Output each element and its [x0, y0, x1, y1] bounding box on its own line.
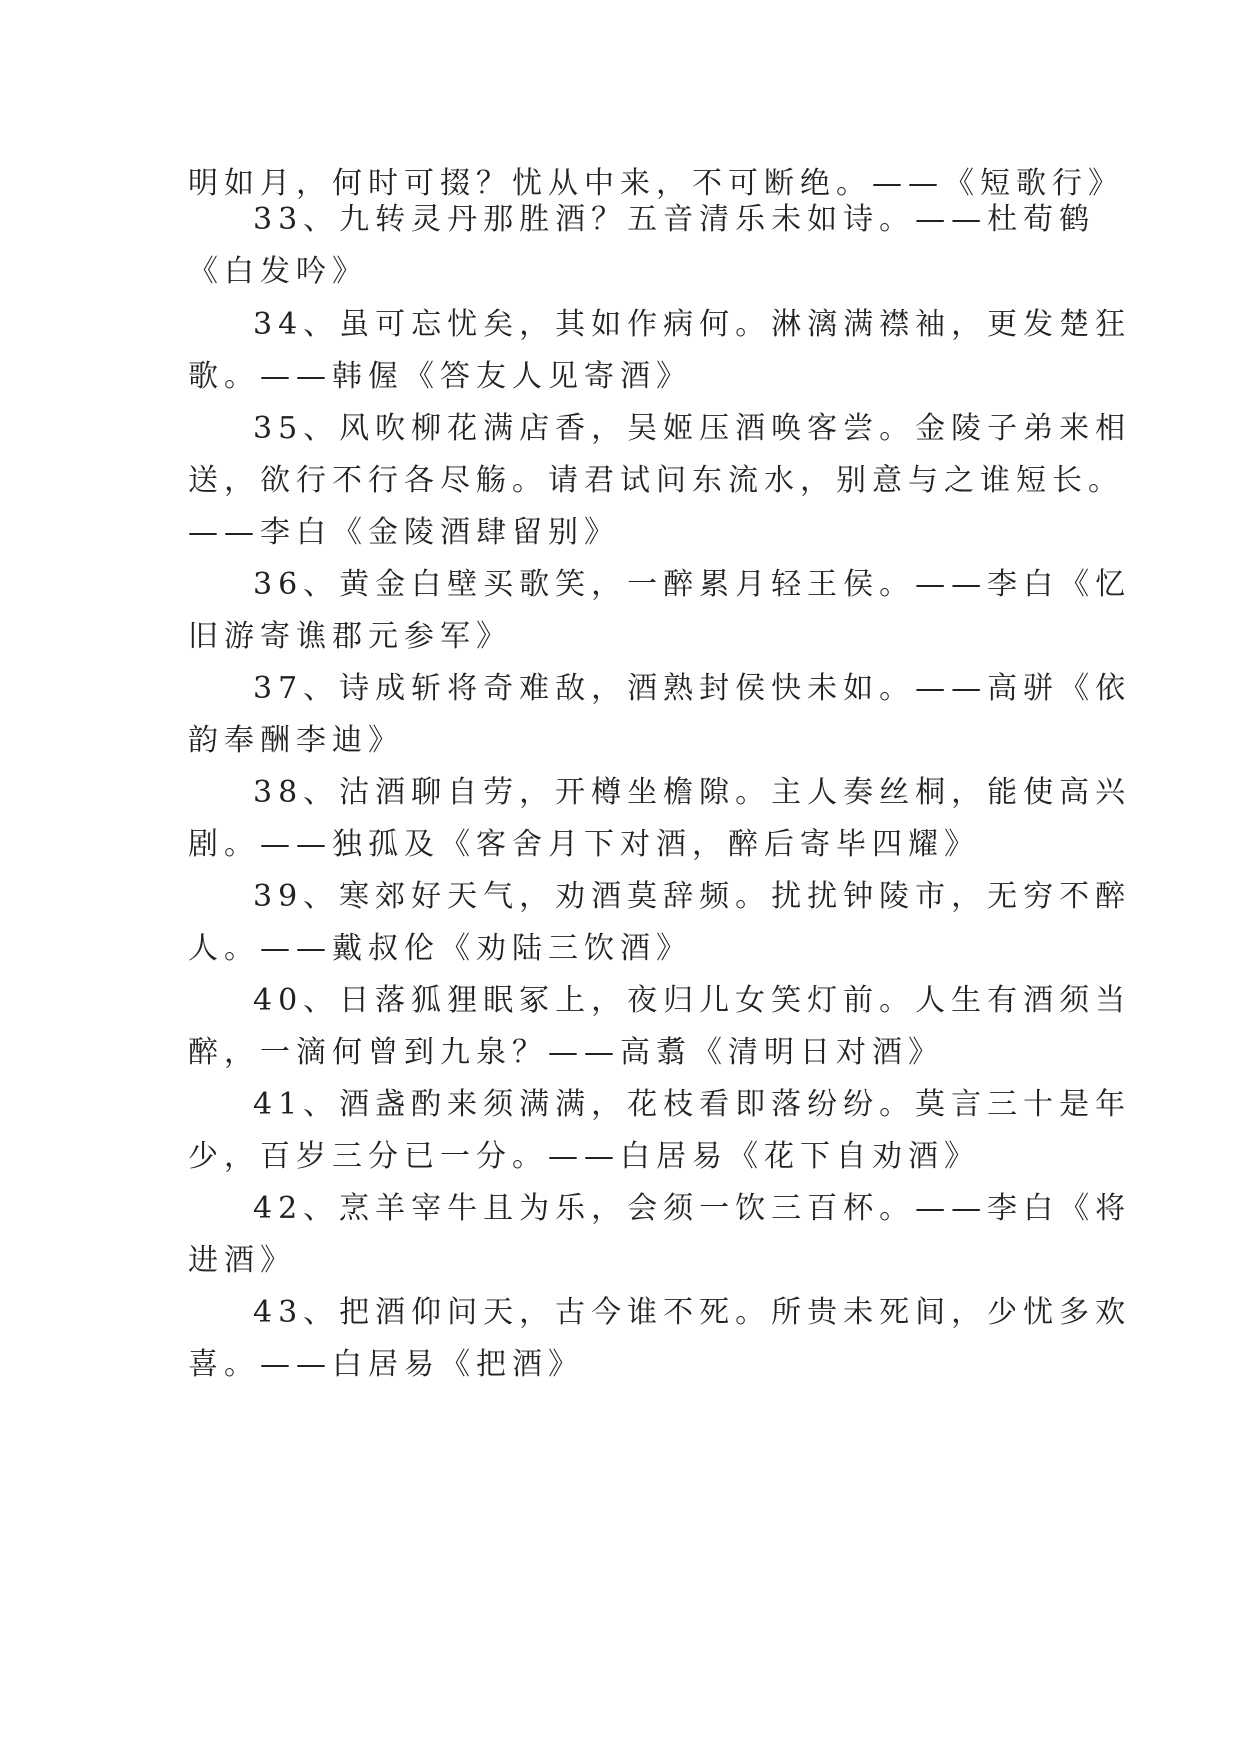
text-line: 42、烹羊宰牛且为乐，会须一饮三百杯。——李白《将 — [253, 1191, 1132, 1226]
text-line: 43、把酒仰问天，古今谁不死。所贵未死间，少忧多欢 — [253, 1295, 1132, 1330]
text-line: 进酒》 — [188, 1243, 296, 1278]
text-line: 送，欲行不行各尽觞。请君试问东流水，别意与之谁短长。 — [188, 463, 1124, 498]
text-line: 41、酒盏酌来须满满，花枝看即落纷纷。莫言三十是年 — [253, 1087, 1132, 1122]
text-line: 38、沽酒聊自劳，开樽坐檐隙。主人奏丝桐，能使高兴 — [253, 775, 1132, 810]
text-line: 歌。——韩偓《答友人见寄酒》 — [188, 359, 692, 394]
text-line: ——李白《金陵酒肆留别》 — [188, 515, 620, 550]
text-line: 37、诗成斩将奇难敌，酒熟封侯快未如。——高骈《依 — [253, 671, 1132, 706]
text-line: 醉，一滴何曾到九泉？——高翥《清明日对酒》 — [188, 1035, 944, 1070]
text-line: 36、黄金白壁买歌笑，一醉累月轻王侯。——李白《忆 — [253, 567, 1132, 602]
text-line: 剧。——独孤及《客舍月下对酒，醉后寄毕四耀》 — [188, 827, 980, 862]
text-line: 韵奉酬李迪》 — [188, 723, 404, 758]
text-line: 39、寒郊好天气，劝酒莫辞频。扰扰钟陵市，无穷不醉 — [253, 879, 1132, 914]
text-line: 《白发吟》 — [188, 254, 368, 289]
text-line: 人。——戴叔伦《劝陆三饮酒》 — [188, 931, 692, 966]
text-line: 40、日落狐狸眠冢上，夜归儿女笑灯前。人生有酒须当 — [253, 983, 1132, 1018]
text-line: 明如月，何时可掇？忧从中来，不可断绝。——《短歌行》 — [188, 166, 1124, 201]
text-line: 喜。——白居易《把酒》 — [188, 1347, 584, 1382]
text-line: 34、虽可忘忧矣，其如作病何。淋漓满襟袖，更发楚狂 — [253, 307, 1132, 342]
text-line: 35、风吹柳花满店香，吴姬压酒唤客尝。金陵子弟来相 — [253, 411, 1132, 446]
text-line: 旧游寄谯郡元参军》 — [188, 619, 512, 654]
text-line: 少，百岁三分已一分。——白居易《花下自劝酒》 — [188, 1139, 980, 1174]
text-line: 33、九转灵丹那胜酒？五音清乐未如诗。——杜荀鹤 — [253, 202, 1096, 237]
